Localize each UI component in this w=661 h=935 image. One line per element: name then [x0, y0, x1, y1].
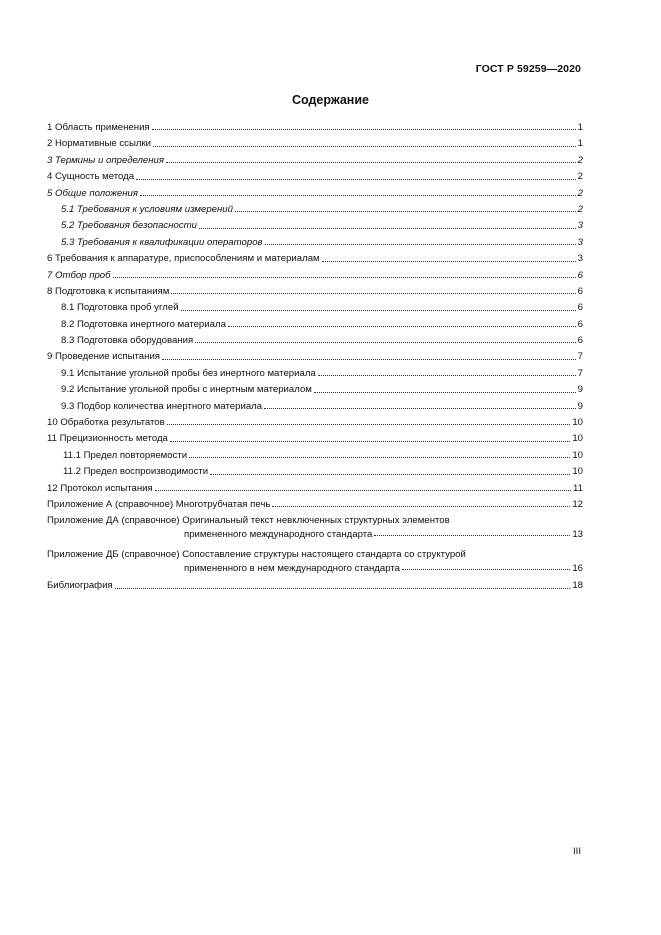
toc-entry-label: 5.3 Требования к квалификации операторов: [61, 236, 263, 248]
toc-entry[interactable]: [47, 349, 583, 365]
toc-leader-dots: [228, 325, 576, 327]
toc-entry-page: 3: [577, 220, 583, 232]
toc-entry-annex-db[interactable]: [47, 548, 583, 576]
toc-entry-page: 1: [577, 122, 583, 133]
toc-entry[interactable]: [47, 268, 583, 284]
toc-leader-dots: [402, 568, 570, 570]
toc-entry-label: 3 Термины и определения: [47, 154, 165, 166]
toc-entry[interactable]: [47, 251, 583, 267]
toc-entry-label: 8.1 Подготовка проб углей: [61, 302, 179, 314]
toc-entry-page: 2: [577, 187, 583, 199]
toc-leader-dots: [171, 292, 575, 294]
toc-leader-dots: [314, 391, 576, 393]
toc-entry-page: 7: [577, 351, 583, 363]
toc-entry[interactable]: [47, 235, 583, 251]
toc-entry-label: 4 Сущность метода: [47, 171, 135, 183]
toc-entry-page: 10: [572, 466, 583, 478]
toc-entry[interactable]: [47, 120, 583, 136]
toc-leader-dots: [136, 178, 576, 180]
toc-entry[interactable]: [47, 366, 583, 382]
toc-entry-label: 11.2 Предел воспроизводимости: [63, 466, 209, 478]
toc-entry-page: 9: [577, 384, 583, 396]
toc-leader-dots: [318, 374, 576, 376]
toc-leader-dots: [374, 534, 570, 536]
toc-entry-label: 8.2 Подготовка инертного материала: [61, 318, 226, 330]
document-code: ГОСТ Р 59259—2020: [475, 63, 581, 75]
toc-entry[interactable]: [47, 382, 583, 398]
toc-entry-label: 9.1 Испытание угольной пробы без инертного материала: [61, 367, 316, 379]
toc-entry[interactable]: [47, 333, 583, 349]
toc-entry[interactable]: [47, 169, 583, 185]
toc-entry-label: 8 Подготовка к испытаниям: [47, 285, 170, 297]
toc-leader-dots: [155, 489, 571, 491]
toc-entry-page: 11: [573, 482, 583, 494]
toc-entry-page: 3: [577, 253, 583, 265]
toc-entry-page: 1: [577, 138, 583, 150]
toc-entry-page: 2: [577, 154, 583, 166]
toc-entry-bibliography[interactable]: [47, 578, 583, 594]
toc-entry-label: 8.3 Подготовка оборудования: [61, 335, 194, 347]
toc-entry-label: 9.3 Подбор количества инертного материала: [61, 400, 263, 412]
toc-entry-label: 11 Прецизионность метода: [47, 433, 168, 445]
toc-entry-page: 6: [577, 269, 583, 281]
toc-entry-label: 1 Область применения: [47, 122, 150, 133]
toc-entry-page: 16: [572, 563, 583, 575]
toc-leader-dots: [264, 407, 576, 409]
toc-leader-dots: [199, 227, 576, 229]
toc-entry-label: 7 Отбор проб: [47, 269, 111, 281]
toc-entry[interactable]: [47, 497, 583, 513]
toc-title: Содержание: [291, 93, 369, 107]
toc-entry-page: 10: [572, 449, 583, 461]
toc-leader-dots: [265, 243, 576, 245]
toc-leader-dots: [170, 440, 570, 442]
toc-entry[interactable]: [47, 431, 583, 447]
toc-entry[interactable]: [47, 300, 583, 316]
toc-entry-annex-da[interactable]: [47, 514, 583, 542]
toc-leader-dots: [272, 505, 570, 507]
toc-entry-label: 11.1 Предел повторяемости: [63, 449, 188, 461]
toc-entry[interactable]: [47, 481, 583, 497]
toc-entry-page: 13: [572, 529, 583, 541]
toc-entry-label: 5.2 Требования безопасности: [61, 220, 197, 232]
toc-entry-page: 10: [572, 433, 583, 445]
toc-entry-page: 18: [572, 580, 583, 592]
toc-entry[interactable]: [47, 186, 583, 202]
toc-entry[interactable]: [47, 284, 583, 300]
toc-entry-annex-da-line1: Приложение ДА (справочное) Оригинальный текст невключенных структурных элементов: [47, 515, 450, 527]
toc-entry-page: 7: [577, 367, 583, 379]
toc-entry-page: 6: [577, 335, 583, 347]
toc-entry[interactable]: [47, 399, 583, 415]
toc-leader-dots: [166, 161, 576, 163]
toc-entry-page: 10: [572, 417, 583, 429]
table-of-contents: [47, 120, 583, 595]
toc-leader-dots: [322, 260, 576, 262]
toc-leader-dots: [115, 587, 571, 589]
toc-entry-label: 5 Общие положения: [47, 187, 138, 199]
toc-entry-label: 9.2 Испытание угольной пробы с инертным материалом: [61, 384, 312, 396]
toc-leader-dots: [210, 473, 570, 475]
toc-leader-dots: [189, 456, 570, 458]
toc-entry-label: 12 Протокол испытания: [47, 482, 153, 494]
toc-entry[interactable]: [47, 218, 583, 234]
toc-entry-label: Приложение А (справочное) Многотрубчатая печь: [47, 498, 271, 510]
toc-entry-page: 9: [577, 400, 583, 412]
toc-entry-page: 6: [577, 318, 583, 330]
toc-entry-annex-db-line1: Приложение ДБ (справочное) Сопоставление структуры настоящего стандарта со структурой: [47, 549, 466, 561]
toc-entry[interactable]: [47, 415, 583, 431]
page-number: III: [573, 846, 581, 857]
toc-leader-dots: [181, 309, 576, 311]
toc-entry-page: 12: [572, 498, 583, 510]
toc-leader-dots: [162, 358, 576, 360]
toc-leader-dots: [140, 194, 576, 196]
toc-entry-label: Библиография: [47, 580, 113, 592]
toc-entry-label: 10 Обработка результатов: [47, 417, 165, 429]
toc-entry-label: 5.1 Требования к условиям измерений: [61, 203, 233, 215]
toc-leader-dots: [195, 341, 576, 343]
toc-entry-page: 2: [577, 203, 583, 215]
toc-entry-annex-db-line2: примененного в нем международного стандарта: [184, 563, 400, 575]
toc-entry-page: 2: [577, 171, 583, 183]
toc-entry-label: 9 Проведение испытания: [47, 351, 160, 363]
toc-leader-dots: [113, 276, 576, 278]
toc-leader-dots: [153, 145, 576, 147]
toc-entry[interactable]: [47, 153, 583, 169]
toc-leader-dots: [167, 423, 571, 425]
toc-entry[interactable]: [47, 448, 583, 464]
toc-entry[interactable]: [47, 317, 583, 333]
toc-entry[interactable]: [47, 136, 583, 152]
toc-leader-dots: [152, 128, 576, 130]
toc-leader-dots: [235, 210, 576, 212]
toc-entry[interactable]: [47, 464, 583, 480]
toc-entry-page: 6: [577, 285, 583, 297]
toc-entry-label: 6 Требования к аппаратуре, приспособлениям и материалам: [47, 253, 320, 265]
toc-entry-page: 6: [577, 302, 583, 314]
toc-entry-page: 3: [577, 236, 583, 248]
toc-entry[interactable]: [47, 202, 583, 218]
toc-entry-annex-da-line2: примененного международного стандарта: [184, 529, 373, 541]
toc-entry-label: 2 Нормативные ссылки: [47, 138, 152, 150]
